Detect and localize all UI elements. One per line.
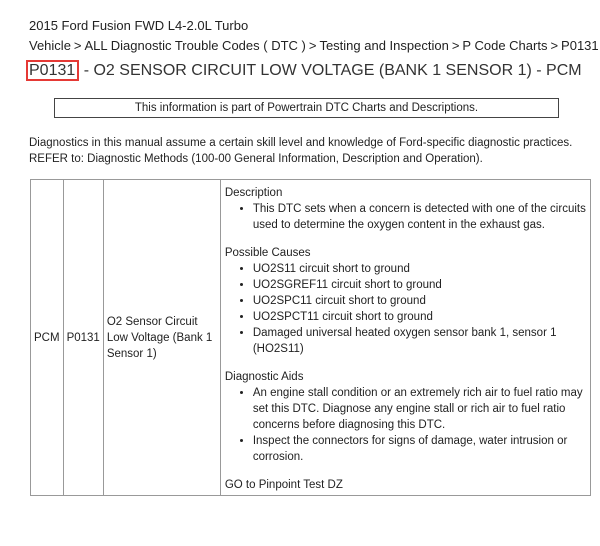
possible-causes-list [225,261,586,357]
table-row [31,180,591,496]
breadcrumb-item-p-code-charts[interactable]: P Code Charts [462,38,548,53]
page-title [29,60,582,82]
breadcrumb-separator: > [550,38,559,53]
info-notice: This information is part of Powertrain DTC Charts and Descriptions. [54,98,559,118]
diagnostic-aids-heading: Diagnostic Aids [224,371,304,383]
breadcrumb-item-current: P0131 [561,38,599,53]
description-cell [220,180,590,496]
list-item: • Inspect the connectors for signs of damage, water intrusion or corrosion. [253,433,586,465]
breadcrumb-separator: > [451,38,460,53]
dtc-code-highlight: P0131 [26,60,79,81]
list-item: • UO2S11 circuit short to ground [253,261,586,277]
description-list [225,201,586,233]
list-item: • An engine stall condition or an extremely rich air to fuel ratio may set this DTC. Diagnose any engine stall or rich air to fuel ratio concerns before diagnosing this DTC. [253,385,586,433]
description-heading: Description [224,187,283,199]
list-item: • Damaged universal heated oxygen sensor bank 1, sensor 1 (HO2S11) [253,325,586,357]
vehicle-title: 2015 Ford Fusion FWD L4-2.0L Turbo [29,18,249,33]
breadcrumb-separator: > [308,38,317,53]
breadcrumb-separator: > [73,38,82,53]
dtc-name-cell: O2 Sensor Circuit Low Voltage (Bank 1 Sensor 1) [103,180,220,496]
intro-text [29,135,589,167]
list-item: • UO2SPC11 circuit short to ground [253,293,586,309]
breadcrumb [29,38,599,54]
list-item: • UO2SPCT11 circuit short to ground [253,309,586,325]
list-item: • This DTC sets when a concern is detected with one of the circuits used to determine the oxygen content in the exhaust gas. [253,201,586,233]
code-cell: P0131 [63,180,103,496]
breadcrumb-item-vehicle[interactable]: Vehicle [29,38,71,53]
possible-causes-heading: Possible Causes [224,247,311,259]
pinpoint-test-link[interactable]: GO to Pinpoint Test DZ [224,479,343,491]
dtc-table [30,179,591,496]
list-item: • UO2SGREF11 circuit short to ground [253,277,586,293]
intro-line-skill: Diagnostics in this manual assume a certain skill level and knowledge of Ford-specific diagnostic practices. [29,137,573,149]
intro-line-refer: REFER to: Diagnostic Methods (100-00 General Information, Description and Operation). [29,153,483,165]
diagnostic-aids-list [225,385,586,465]
page-title-text: - O2 SENSOR CIRCUIT LOW VOLTAGE (BANK 1 SENSOR 1) - PCM [79,62,582,79]
breadcrumb-item-all-dtc[interactable]: ALL Diagnostic Trouble Codes ( DTC ) [84,38,306,53]
module-cell: PCM [31,180,64,496]
breadcrumb-item-testing[interactable]: Testing and Inspection [319,38,449,53]
